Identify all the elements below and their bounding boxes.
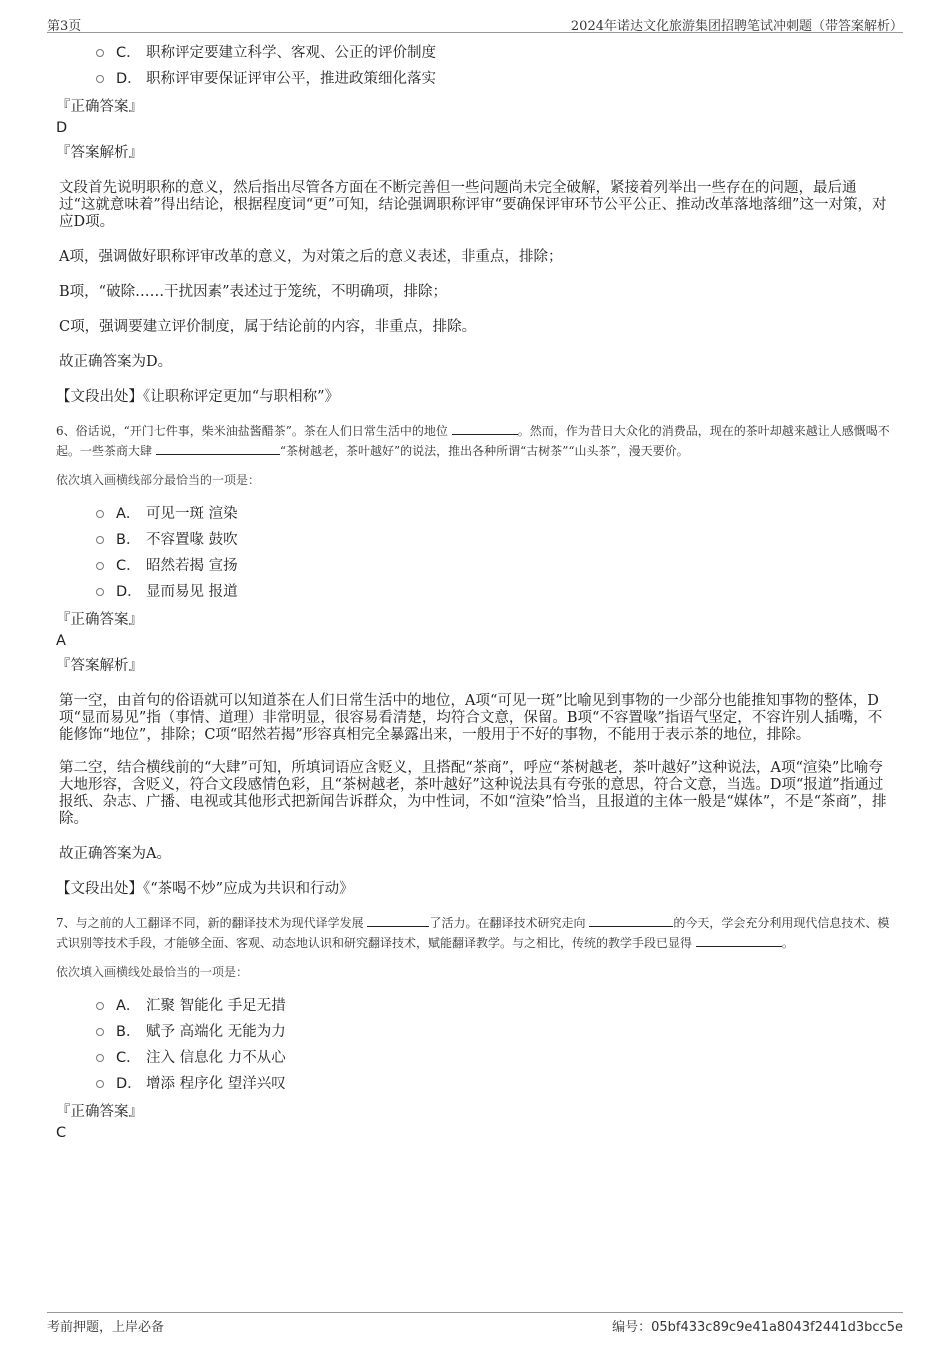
option-b[interactable]: B． 赋予 高端化 无能为力 <box>56 1019 890 1045</box>
answer-label: 『正确答案』 <box>56 1104 143 1120</box>
option-b[interactable]: B． 不容置喙 鼓吹 <box>56 527 890 553</box>
blank-1 <box>367 914 429 927</box>
analysis-paragraph: C项，强调要建立评价制度，属于结论前的内容，非重点，排除。 <box>59 319 477 335</box>
option-a[interactable]: A． 汇聚 智能化 手足无措 <box>56 993 890 1019</box>
radio-icon[interactable] <box>96 1002 104 1010</box>
question-prompt: 依次填入画横线部分最恰当的一项是： <box>56 473 261 487</box>
q5-options <box>56 40 890 92</box>
answer-value: C <box>56 1125 67 1141</box>
radio-icon[interactable] <box>96 75 104 83</box>
question-prompt: 依次填入画横线处最恰当的一项是： <box>56 965 249 979</box>
analysis-paragraph: 文段首先说明职称的意义，然后指出尽管各方面在不断完善但一些问题尚未完全破解，紧接着列举出一些存在的问题，最后通过“这就意味着”得出结论，根据程度词“更”可知，结论强调职称评审“要确保评审环节公平公正、推动改革落地落细”这一对策，对应D项。 <box>59 180 887 230</box>
option-a[interactable]: A． 可见一斑 渲染 <box>56 501 890 527</box>
answer-value: A <box>56 633 66 649</box>
document-title: 2024年诺达文化旅游集团招聘笔试冲刺题（带答案解析） <box>570 19 903 34</box>
radio-icon[interactable] <box>96 1028 104 1036</box>
analysis-paragraph: 故正确答案为D。 <box>59 354 173 370</box>
option-d[interactable]: D． 增添 程序化 望洋兴叹 <box>56 1071 890 1097</box>
radio-icon[interactable] <box>96 49 104 57</box>
source-citation: 【文段出处】《让职称评定更加“与职相称”》 <box>56 389 340 405</box>
option-d[interactable]: D． 显而易见 报道 <box>56 579 890 605</box>
radio-icon[interactable] <box>96 510 104 518</box>
answer-value: D <box>56 120 68 136</box>
radio-icon[interactable] <box>96 562 104 570</box>
document-id: 编号：05bf433c89c9e41a8043f2441d3bcc5e <box>612 1320 903 1335</box>
analysis-label: 『答案解析』 <box>56 145 143 161</box>
page-header <box>47 12 903 33</box>
page-footer <box>47 1312 903 1337</box>
blank-3 <box>696 934 782 947</box>
question-7-stem: 7、与之前的人工翻译不同，新的翻译技术为现代译学发展 了活力。在翻译技术研究走向 的今天，学会充分利用现代信息技术、模式识别等技术手段，才能够全面、客观、动态地认识和研究翻译技术，赋能翻译教学。与之相比，传统的教学手段已显得 。 <box>56 916 890 950</box>
analysis-paragraph: 第一空，由首句的俗语就可以知道茶在人们日常生活中的地位，A项“可见一斑”比喻见到事物的一少部分也能推知事物的整体，D项“显而易见”指（事情、道理）非常明显，很容易看清楚，均符合文意，保留。B项“不容置喙”指语气坚定，不容许别人插嘴，不能修饰“地位”，排除；C项“昭然若揭”形容真相完全暴露出来，一般用于不好的事物，不能用于表示茶的地位，排除。 <box>59 693 883 743</box>
q6-options <box>56 501 890 605</box>
radio-icon[interactable] <box>96 536 104 544</box>
question-6-stem: 6、俗话说，“开门七件事，柴米油盐酱醋茶”。茶在人们日常生活中的地位 。然而，作为昔日大众化的消费品，现在的茶叶却越来越让人感慨喝不起。一些茶商大肆 “茶树越老，茶叶越好”的说法，推出各种所谓“古树茶”“山头茶”，漫天要价。 <box>56 424 890 458</box>
analysis-paragraph: B项，“破除……干扰因素”表述过于笼统，不明确项，排除； <box>59 284 447 300</box>
blank-2 <box>156 442 280 455</box>
option-c[interactable]: C． 昭然若揭 宣扬 <box>56 553 890 579</box>
radio-icon[interactable] <box>96 1054 104 1062</box>
q7-options <box>56 993 890 1097</box>
answer-label: 『正确答案』 <box>56 99 143 115</box>
radio-icon[interactable] <box>96 588 104 596</box>
footer-slogan: 考前押题，上岸必备 <box>47 1320 165 1335</box>
page-content <box>56 40 890 1143</box>
blank-2 <box>589 914 673 927</box>
analysis-paragraph: 第二空，结合横线前的“大肆”可知，所填词语应含贬义，且搭配“茶商”，呼应“茶树越老，茶叶越好”这种说法，A项“渲染”比喻夸大地形容，含贬义，符合文段感情色彩，且“茶树越老，茶叶越好”这种说法具有夸张的意思，符合文意，当选。D项“报道”指通过报纸、杂志、广播、电视或其他形式把新闻告诉群众，为中性词，不如“渲染”恰当，且报道的主体一般是“媒体”，不是“茶商”，排除。 <box>59 760 887 827</box>
answer-label: 『正确答案』 <box>56 612 143 628</box>
analysis-paragraph: 故正确答案为A。 <box>59 846 171 862</box>
option-c[interactable]: C． 注入 信息化 力不从心 <box>56 1045 890 1071</box>
radio-icon[interactable] <box>96 1080 104 1088</box>
source-citation: 【文段出处】《“茶喝不炒”应成为共识和行动》 <box>56 881 354 897</box>
analysis-label: 『答案解析』 <box>56 658 143 674</box>
option-d[interactable]: D． 职称评审要保证评审公平，推进政策细化落实 <box>56 66 890 92</box>
option-c[interactable]: C． 职称评定要建立科学、客观、公正的评价制度 <box>56 40 890 66</box>
analysis-paragraph: A项，强调做好职称评审改革的意义，为对策之后的意义表述，非重点，排除； <box>59 249 563 265</box>
blank-1 <box>452 422 518 435</box>
page-number: 第3页 <box>47 19 82 34</box>
